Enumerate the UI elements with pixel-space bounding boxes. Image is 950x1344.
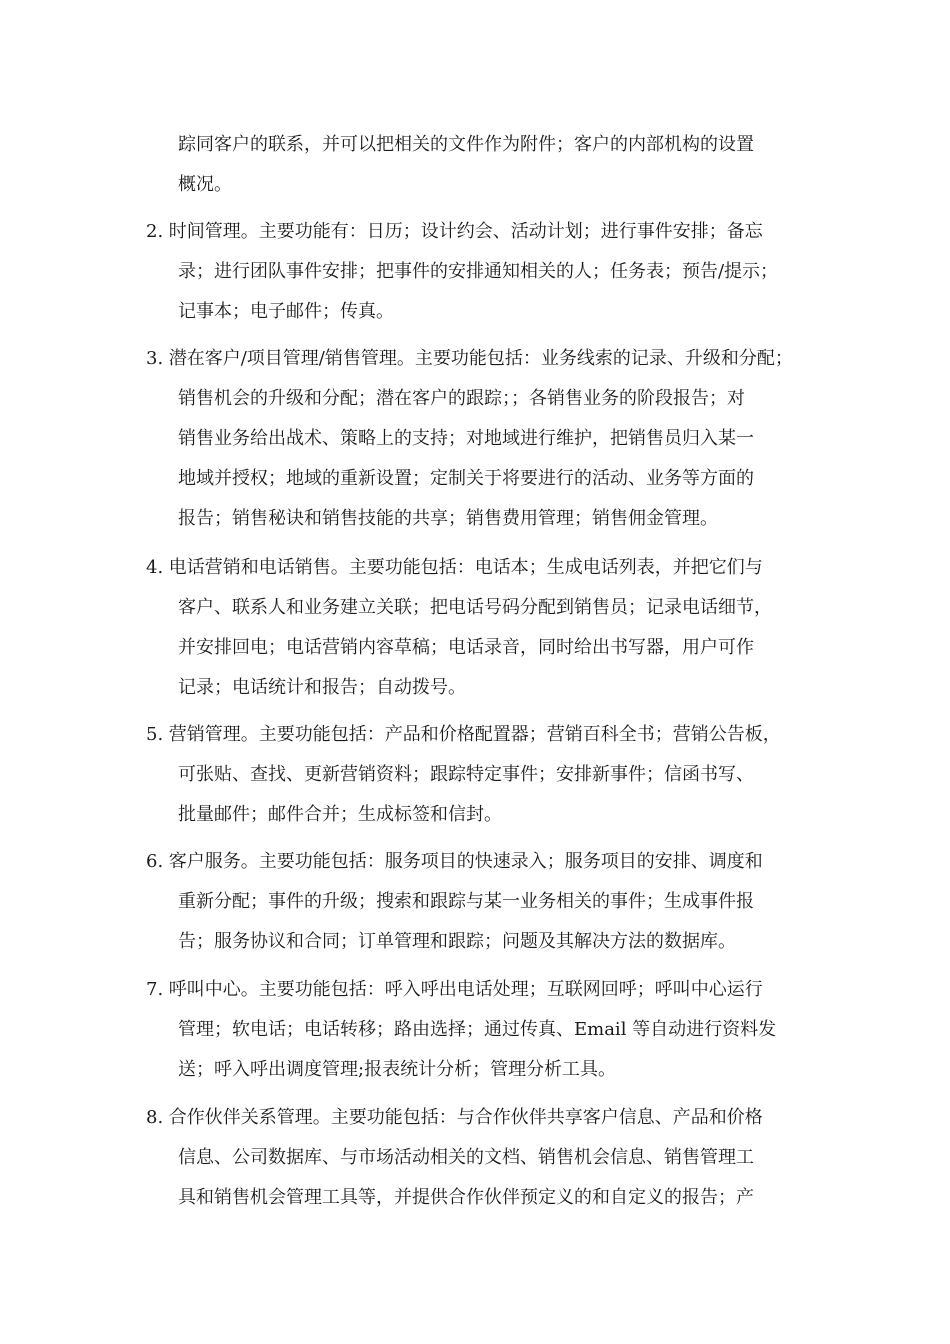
text-line: 管理；软电话；电话转移；路由选择；通过传真、Email 等自动进行资料发: [178, 1019, 777, 1040]
list-item-7: [146, 970, 776, 1090]
text-line: 合作伙伴关系管理。主要功能包括：与合作伙伴共享客户信息、产品和价格: [168, 1107, 763, 1128]
text-line: 销售业务给出战术、策略上的支持；对地域进行维护，把销售员归入某一: [178, 428, 754, 449]
text-line: 客户服务。主要功能包括：服务项目的快速录入；服务项目的安排、调度和: [168, 851, 763, 872]
intro-paragraph: [178, 125, 754, 205]
list-item-8: [146, 1098, 763, 1218]
list-item-3: [146, 339, 793, 539]
list-item-4: [146, 548, 772, 708]
list-number: 3.: [146, 348, 164, 369]
text-line: 概况。: [178, 174, 232, 195]
list-number: 4.: [146, 557, 164, 578]
text-line: 可张贴、查找、更新营销资料；跟踪特定事件；安排新事件；信函书写、: [178, 764, 754, 785]
text-line: 告；服务协议和合同；订单管理和跟踪；问题及其解决方法的数据库。: [178, 931, 736, 952]
list-item-6: [146, 842, 763, 962]
text-line: 呼叫中心。主要功能包括：呼入呼出电话处理；互联网回呼；呼叫中心运行: [168, 979, 763, 1000]
list-number: 2.: [146, 221, 164, 242]
text-line: 销售机会的升级和分配；潜在客户的跟踪；；各销售业务的阶段报告；对: [178, 388, 745, 409]
text-line: 并安排回电；电话营销内容草稿；电话录音，同时给出书写器，用户可作: [178, 637, 754, 658]
text-line: 送；呼入呼出调度管理;报表统计分析；管理分析工具。: [178, 1059, 617, 1080]
text-line: 批量邮件；邮件合并；生成标签和信封。: [178, 804, 502, 825]
text-line: 记录；电话统计和报告；自动拨号。: [178, 677, 466, 698]
list-number: 8.: [146, 1107, 164, 1128]
list-item-2: [146, 212, 778, 332]
text-line: 具和销售机会管理工具等，并提供合作伙伴预定义的和自定义的报告；产: [178, 1187, 754, 1208]
list-number: 6.: [146, 851, 164, 872]
text-line: 记事本；电子邮件；传真。: [178, 301, 394, 322]
text-line: 潜在客户/项目管理/销售管理。主要功能包括：业务线索的记录、升级和分配；: [168, 348, 793, 369]
text-line: 信息、公司数据库、与市场活动相关的文档、销售机会信息、销售管理工: [178, 1147, 754, 1168]
list-number: 7.: [146, 979, 164, 1000]
text-line: 客户、联系人和业务建立关联；把电话号码分配到销售员；记录电话细节，: [178, 597, 772, 618]
text-line: 报告；销售秘诀和销售技能的共享；销售费用管理；销售佣金管理。: [178, 508, 718, 529]
text-line: 电话营销和电话销售。主要功能包括：电话本；生成电话列表，并把它们与: [168, 557, 763, 578]
text-line: 营销管理。主要功能包括：产品和价格配置器；营销百科全书；营销公告板，: [168, 724, 781, 745]
text-line: 地域并授权；地域的重新设置；定制关于将要进行的活动、业务等方面的: [178, 468, 754, 489]
text-line: 录；进行团队事件安排；把事件的安排通知相关的人；任务表；预告/提示；: [178, 261, 779, 282]
list-number: 5.: [146, 724, 164, 745]
list-item-5: [146, 715, 781, 835]
text-line: 踪同客户的联系，并可以把相关的文件作为附件；客户的内部机构的设置: [178, 134, 754, 155]
text-line: 重新分配；事件的升级；搜索和跟踪与某一业务相关的事件；生成事件报: [178, 891, 754, 912]
text-line: 时间管理。主要功能有：日历；设计约会、活动计划；进行事件安排；备忘: [168, 221, 763, 242]
